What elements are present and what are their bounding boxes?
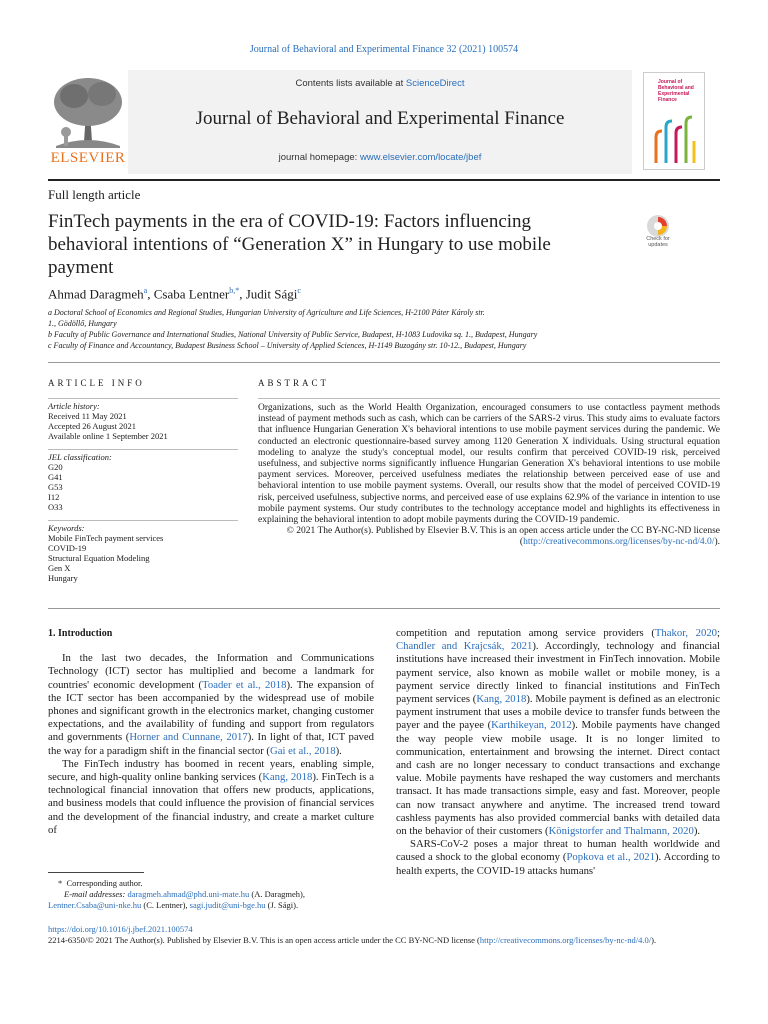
paragraph-text: ). Mobile payments have changed the way people view mobile usage. It is no longer limited to communication, entertainment and browsing the internet. Direct contact and cash are no longer necessary to conduct transactions and exchange value. Mobile payments have reshaped the way customers and merchants transact. It has made transactions simple, easy and fast. Moreover, people can now transact anywhere and anytime. The increased trend toward cashless payments has also provided commercial banks with detailed data on the behavior of their customers ( bbox=[396, 719, 720, 838]
article-title: FinTech payments in the era of COVID-19: Factors influencing behavioral intentions of “Generation X” in Hungary to use mobile payment bbox=[48, 211, 551, 278]
paragraph bbox=[396, 838, 720, 878]
paragraph-text: SARS-CoV-2 poses a major threat to human health worldwide and caused a shock to the global economy ( bbox=[396, 838, 720, 864]
footnote-rule bbox=[48, 872, 144, 873]
paragraph-text: ). According to health experts, the COVID-19 attacks humans' bbox=[396, 851, 721, 877]
jel-code: G53 bbox=[48, 482, 63, 492]
info-rule bbox=[48, 398, 238, 399]
citation-link[interactable]: Toader et al., 2018 bbox=[202, 678, 287, 691]
keywords-label: Keywords: bbox=[48, 523, 85, 533]
journal-title: Journal of Behavioral and Experimental Finance bbox=[195, 108, 565, 129]
paragraph-text: ). bbox=[335, 744, 342, 757]
body-column-left bbox=[48, 627, 374, 837]
journal-cover-thumbnail[interactable] bbox=[643, 72, 705, 170]
keyword: Mobile FinTech payment services bbox=[48, 533, 164, 543]
check-for-updates-label[interactable]: Check for updates bbox=[646, 236, 670, 248]
author-name[interactable]: Judit Sági bbox=[245, 286, 298, 302]
header-rule bbox=[48, 179, 720, 181]
author-name[interactable]: Csaba Lentner bbox=[153, 286, 230, 302]
citation-link[interactable]: Gai et al., 2018 bbox=[269, 744, 336, 757]
abstract-license: © 2021 The Author(s). Published by Elsevier B.V. This is an open access article under the CC BY-NC-ND license (http://creativecommons.org/licenses/by-nc-nd/4.0/). bbox=[286, 526, 720, 548]
citation-link[interactable]: Kang, 2018 bbox=[476, 693, 527, 706]
abstract-heading: ABSTRACT bbox=[258, 378, 330, 388]
article-info-heading: ARTICLE INFO bbox=[48, 378, 145, 388]
abstract-rule bbox=[258, 398, 720, 399]
journal-homepage-line: journal homepage: www.elsevier.com/locate/jbef bbox=[278, 152, 482, 163]
license-link[interactable]: http://creativecommons.org/licenses/by-nc-nd/4.0/ bbox=[523, 537, 715, 548]
jel-classification bbox=[48, 452, 238, 512]
license-link[interactable]: http://creativecommons.org/licenses/by-nc-nd/4.0/ bbox=[479, 935, 652, 945]
keywords bbox=[48, 523, 238, 583]
citation-link[interactable]: Horner and Cunnane, 2017 bbox=[129, 731, 248, 744]
history-accepted: Accepted 26 August 2021 bbox=[48, 421, 137, 431]
paragraph-text: The FinTech industry has boomed in recent years, enabling simple, secure, and high-quality online banking services ( bbox=[48, 757, 374, 784]
corresponding-author-footnote bbox=[48, 878, 374, 911]
affiliation-line: c Faculty of Finance and Accountancy, Budapest Business School – University of Applied Sciences, H-1149 Buzogány str. 10-12., Budapest, Hungary bbox=[48, 341, 527, 350]
keyword: Gen X bbox=[48, 563, 71, 573]
corresponding-line: * Corresponding author. bbox=[58, 878, 143, 888]
paragraph-text: ). FinTech is a technological financial innovation that offers new products, applications, and business models that could influence the provision of financial services and the development of the financial industry, and create a market culture of bbox=[48, 771, 374, 836]
affiliation-line: a Doctoral School of Economics and Regional Studies, Hungarian University of Agriculture and Life Sciences, H-2100 Páter Károly str. bbox=[48, 308, 485, 317]
email-link[interactable]: sagi.judit@uni-bge.hu bbox=[189, 900, 266, 910]
email-line: E-mail addresses: daragmeh.ahmad@phd.uni-mate.hu (A. Daragmeh), bbox=[64, 889, 305, 899]
paragraph-text: ). Mobile payment is defined as an electronic payment instrument that uses a mobile device to transfer funds between the payer and the payee ( bbox=[396, 693, 720, 732]
paragraph bbox=[48, 652, 374, 758]
info-rule bbox=[48, 520, 238, 521]
jel-code: O33 bbox=[48, 502, 63, 512]
keyword: Structural Equation Modeling bbox=[48, 553, 150, 563]
paragraph-text: competition and reputation among service providers ( bbox=[396, 627, 655, 639]
article-type: Full length article bbox=[48, 187, 141, 202]
elsevier-wordmark: ELSEVIER bbox=[50, 150, 126, 166]
author-name[interactable]: Ahmad Daragmeh bbox=[48, 286, 144, 302]
author-list: Ahmad Daragmeh$^a$, Csaba Lentner$^{b,*}$, Judit Sági$^c$ bbox=[48, 286, 301, 302]
journal-homepage-link[interactable]: www.elsevier.com/locate/jbef bbox=[359, 152, 482, 163]
section-heading-introduction: 1. Introduction bbox=[48, 628, 113, 639]
jel-code: G41 bbox=[48, 472, 63, 482]
paragraph-text: In the last two decades, the Information and Communications Technology (ICT) sector has multiplied and become a landmark for countries' economic development ( bbox=[48, 652, 374, 691]
citation-link[interactable]: Karthikeyan, 2012 bbox=[491, 719, 572, 732]
email-link[interactable]: Lentner.Csaba@uni-nke.hu bbox=[48, 900, 142, 910]
citation-link[interactable]: Thakor, 2020 bbox=[654, 627, 718, 639]
section-rule bbox=[48, 362, 720, 363]
paragraph-text: ). bbox=[693, 825, 701, 838]
article-info-column bbox=[48, 398, 238, 591]
affiliation-line: b Faculty of Public Governance and International Studies, National University of Public Service, Budapest, H-1083 Ludovika sq. 1., Budapest, Hungary bbox=[48, 330, 538, 339]
email-line: Lentner.Csaba@uni-nke.hu (C. Lentner), sagi.judit@uni-bge.hu (J. Sági). bbox=[48, 900, 299, 910]
footer-license: 2214-6350/© 2021 The Author(s). Published by Elsevier B.V. This is an open access article under the CC BY-NC-ND license (http://creativecommons.org/licenses/by-nc-nd/4.0/). bbox=[48, 935, 657, 945]
paragraph-text: ). In light of that, ICT paved the way for a paradigm shift in the financial sector ( bbox=[48, 731, 374, 757]
paragraph-text: ; bbox=[717, 627, 721, 639]
paragraph-text: ). Accordingly, technology and financial institutions have increased their investment in FinTech innovation. Mobile payment service, also known as mobile wallet or mobile money, is a payment service directly linked to financial institutions and FinTech payment services ( bbox=[396, 640, 720, 706]
paragraph-text: ). The expansion of the ICT sector has been accompanied by the widespread use of mobile phones and significant growth in the electronics market, changing customer expectations, and the availability of funding and support from regulators and governments ( bbox=[48, 678, 375, 744]
abstract bbox=[258, 403, 720, 549]
jel-code: G20 bbox=[48, 462, 63, 472]
section-rule bbox=[48, 608, 720, 609]
contents-available-line: Contents lists available at ScienceDirect bbox=[295, 78, 465, 89]
info-rule bbox=[48, 449, 238, 450]
cover-illustration bbox=[650, 107, 698, 163]
history-online: Available online 1 September 2021 bbox=[48, 431, 168, 441]
journal-banner bbox=[128, 70, 632, 174]
paragraph bbox=[396, 627, 720, 838]
article-history bbox=[48, 401, 238, 441]
jel-code: I12 bbox=[48, 492, 60, 502]
keyword: Hungary bbox=[48, 573, 78, 583]
paragraph bbox=[48, 758, 374, 837]
citation-link[interactable]: Popkova et al., 2021 bbox=[566, 851, 655, 864]
doi-link[interactable]: https://doi.org/10.1016/j.jbef.2021.100574 bbox=[48, 924, 193, 934]
history-label: Article history: bbox=[48, 401, 100, 411]
abstract-text: Organizations, such as the World Health Organization, encouraged consumers to use contactless payment methods instead of payment methods such as cash, which can be carriers of the SARS-2 virus. This study aims to evaluate factors that influence Hungarian Generation X's behavioral intentions to use mobile payment services during the pandemic. We conducted an electronic questionnaire-based survey among 1120 Generation X individuals. Using structural equation modeling to analyze the study's conceptual model, our results confirm that perceived COVID-19 risk, perceived usefulness, and subjective norms significantly influence Hungarian Generation X's behavioral intentions to use mobile payment services. Moreover, perceived usefulness mediates the relationship between perceived ease of use and behavioral intention to use mobile payment systems. Overall, our results show that the model of perceived COVID-19 risk, perceived usefulness, subjective norms, and perceived ease of use explains 62.9% of the variance in intention to use mobile payment systems. Our study contributes to the technology acceptance model and highlights its effectiveness in explaining the behavioral intention to adopt mobile payments during the COVID-19 pandemic. bbox=[258, 403, 720, 526]
keyword: COVID-19 bbox=[48, 543, 87, 553]
author-affiliation-marker[interactable]: c bbox=[297, 286, 301, 295]
body-column-right bbox=[396, 627, 720, 878]
jel-label: JEL classification: bbox=[48, 452, 112, 462]
author-affiliation-marker[interactable]: b,* bbox=[229, 286, 240, 295]
cover-title: Journal of Behavioral and Experimental Finance bbox=[658, 79, 694, 103]
affiliation-line: 1., Gödöllő, Hungary bbox=[48, 319, 117, 328]
running-head[interactable]: Journal of Behavioral and Experimental Finance 32 (2021) 100574 bbox=[249, 44, 519, 55]
citation-link[interactable]: Kang, 2018 bbox=[262, 771, 313, 784]
history-received: Received 11 May 2021 bbox=[48, 411, 127, 421]
affiliations bbox=[48, 307, 708, 351]
email-link[interactable]: daragmeh.ahmad@phd.uni-mate.hu bbox=[127, 889, 250, 899]
sciencedirect-link[interactable]: ScienceDirect bbox=[405, 78, 465, 89]
page-footer bbox=[48, 924, 720, 946]
citation-link[interactable]: Chandler and Krajcsák, 2021 bbox=[396, 640, 533, 653]
author-affiliation-marker[interactable]: a bbox=[143, 286, 148, 295]
citation-link[interactable]: Königstorfer and Thalmann, 2020 bbox=[548, 825, 694, 838]
